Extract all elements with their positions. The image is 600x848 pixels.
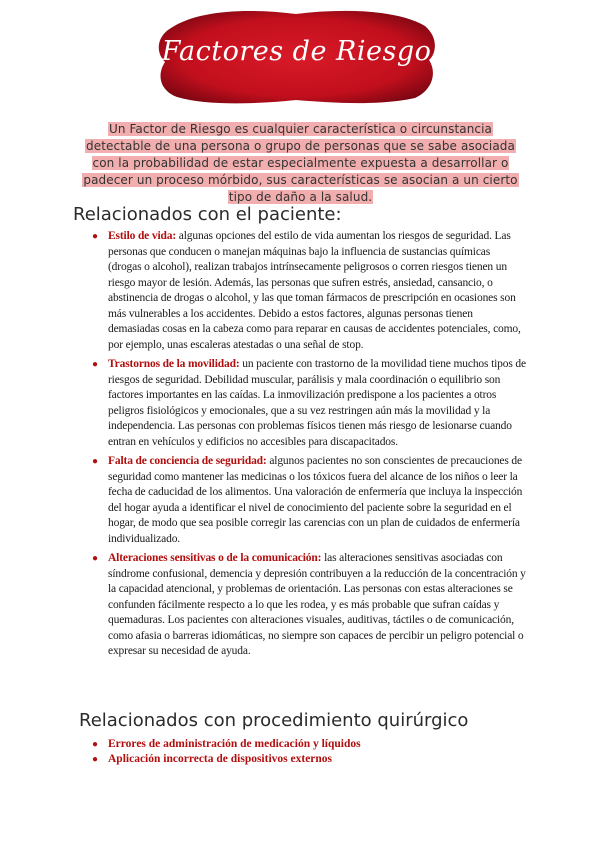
item-term: Estilo de vida: xyxy=(108,230,177,242)
intro-definition xyxy=(77,121,524,206)
list-item xyxy=(92,752,528,767)
item-text: Aplicación incorrecta de dispositivos externos xyxy=(108,753,333,765)
bullet-icon: ● xyxy=(92,553,98,564)
list-item xyxy=(92,229,526,353)
item-text: algunas opciones del estilo de vida aumentan los riesgos de seguridad. Las personas que conducen o manejan máquinas bajo la influencia de sustancias químicas (drogas o alcohol), realizan trabajos intrínsecamente peligrosos o corren riesgos tienen un riesgo mayor de lesión. Además, las personas que sufren estrés, ansiedad, cansancio, o abstinencia de drogas o alcohol, y las que toman fármacos de prescripción en ocasiones son más vulnerables a los accidentes. Debido a estos factores, algunas personas tienen demasiadas cosas en la cabeza como para reparar en causas de accidentes potenciales, como, por ejemplo, unas escaleras atestadas o una señal de stop. xyxy=(108,230,521,351)
item-text: algunos pacientes no son conscientes de precauciones de seguridad como mantener las medicinas o los tóxicos fuera del alcance de los niños o leer la fecha de caducidad de los alimentos. Una valoración de enfermería que incluya la inspección del hogar ayuda a identificar el nivel de conocimiento del paciente sobre la seguridad en el hogar, de modo que sea posible corregir las carencias con un plan de cuidados de enfermería individualizado. xyxy=(108,455,523,545)
item-term: Trastornos de la movilidad: xyxy=(108,358,240,370)
page-title: Factores de Riesgo xyxy=(161,36,432,67)
bullet-icon: ● xyxy=(92,359,98,370)
bullet-icon: ● xyxy=(92,456,98,467)
bullet-icon: ● xyxy=(92,739,99,750)
bullet-icon: ● xyxy=(92,754,99,765)
item-text: las alteraciones sensitivas asociadas con síndrome confusional, demencia y depresión contribuyen a la reducción de la concentración y la capacidad atencional, y problemas de orientación. Las personas con estas alteraciones se confunden fácilmente respecto a lo que les rodea, y es más probable que sufran caídas y quemaduras. Los pacientes con alteraciones visuales, auditivas, táctiles o de comunicación, como afasia o barreras idiomáticas, no siempre son capaces de percibir un peligro potencial o expresar su necesidad de ayuda. xyxy=(108,552,526,657)
title-banner xyxy=(153,6,440,106)
item-term: Alteraciones sensitivas o de la comunicación: xyxy=(108,552,322,564)
intro-text: Un Factor de Riesgo es cualquier característica o circunstancia detectable de una persona o grupo de personas que se sabe asociada con la probabilidad de estar especialmente expuesta a desarrollar o padecer un proceso mórbido, sus características se asocian a un cierto tipo de daño a la salud. xyxy=(83,122,518,204)
procedure-factor-list xyxy=(92,737,528,767)
list-item xyxy=(92,454,526,547)
heading-surgical-procedure: Relacionados con procedimiento quirúrgico xyxy=(79,710,469,731)
list-item xyxy=(92,737,528,752)
list-item xyxy=(92,551,526,660)
item-term: Falta de conciencia de seguridad: xyxy=(108,455,267,467)
list-item xyxy=(92,357,526,450)
item-text: un paciente con trastorno de la movilidad tiene muchos tipos de riesgos de seguridad. Debilidad muscular, parálisis y mala coordinación o equilibrio son factores importantes en las caídas. La inmovilización predispone a los pacientes a otros peligros fisiológicos y emocionales, que a su vez restringen aún más la movilidad y la independencia. Las personas con problemas físicos tienen más riesgo de lesionarse cuando entran en vehículos y edificios no accesibles para discapacitados. xyxy=(108,358,526,448)
patient-factor-list xyxy=(92,229,526,664)
bullet-icon: ● xyxy=(92,231,98,242)
heading-patient: Relacionados con el paciente: xyxy=(73,204,342,225)
item-text: Errores de administración de medicación y líquidos xyxy=(108,738,361,750)
